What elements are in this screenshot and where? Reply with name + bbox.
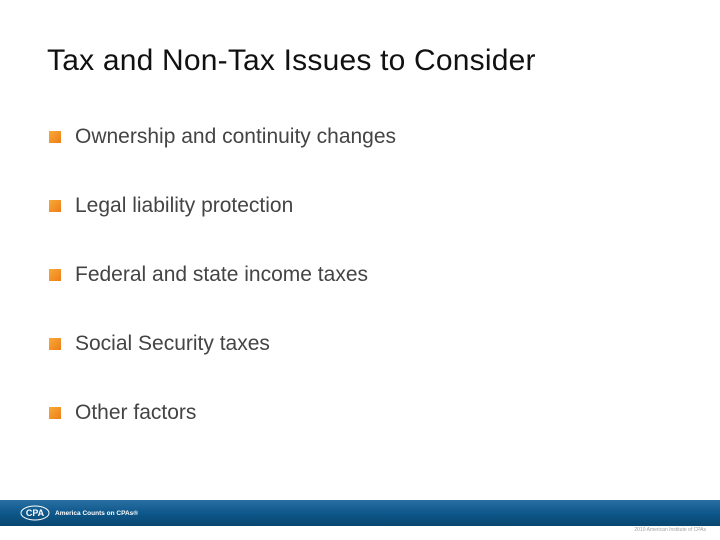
cpa-logo-icon <box>20 505 50 521</box>
bullet-list <box>49 122 396 467</box>
logo-tagline: America Counts on CPAs® <box>55 509 139 517</box>
square-bullet-icon <box>49 269 61 281</box>
footer-band <box>0 500 720 526</box>
bullet-text: Federal and state income taxes <box>75 263 368 286</box>
bullet-text: Social Security taxes <box>75 332 270 355</box>
cpa-logo-text: CPA <box>25 508 45 519</box>
square-bullet-icon <box>49 200 61 212</box>
bullet-text: Other factors <box>75 401 197 424</box>
square-bullet-icon <box>49 131 61 143</box>
square-bullet-icon <box>49 407 61 419</box>
square-bullet-icon <box>49 338 61 350</box>
copyright-text: 2010 American Institute of CPAs <box>634 527 706 533</box>
bullet-text: Legal liability protection <box>75 194 294 217</box>
bullet-item <box>49 191 396 221</box>
slide-title: Tax and Non-Tax Issues to Consider <box>47 44 536 77</box>
bullet-item <box>49 398 396 428</box>
bullet-item <box>49 329 396 359</box>
bullet-item <box>49 260 396 290</box>
bullet-item <box>49 122 396 152</box>
bullet-text: Ownership and continuity changes <box>75 125 397 148</box>
cpa-logo <box>20 503 138 523</box>
